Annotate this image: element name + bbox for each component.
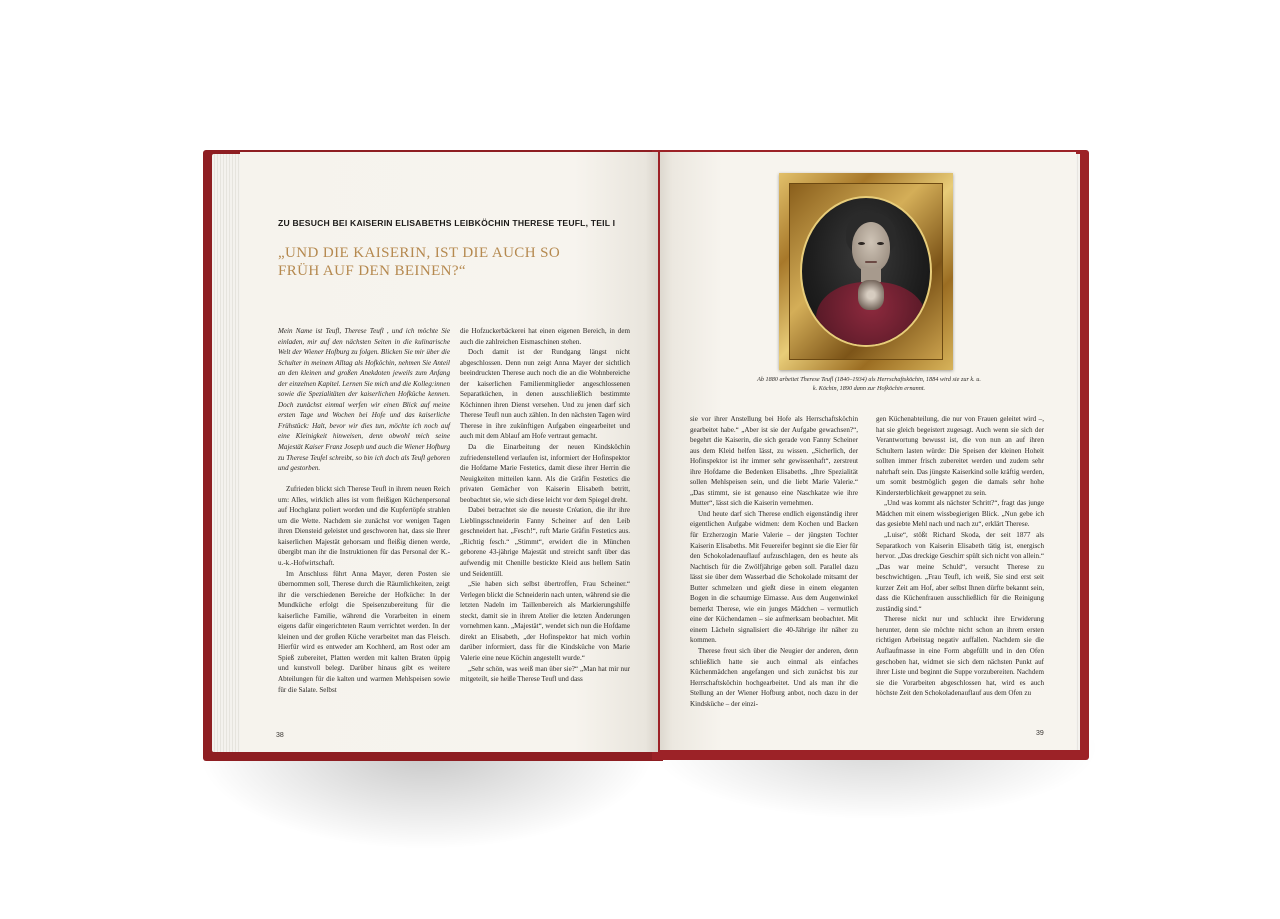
body-paragraph: gen Küchenabteilung, die nur von Frauen geleitet wird –, hat sie gleich begeistert zugesagt. Auch wenn sie sich der Verantwortung bewusst ist, die von nun an auf ihren Schultern lasten würde: Die Speisen der kleinen Hoheit sollten immer frisch zubereitet werden und zudem sehr nahrhaft sein. Das jüngste Kaiserkind solle kräftig werden, um somit bestmöglich gegen die damals sehr hohe Kindersterblichkeit gewappnet zu sein. [876, 415, 1044, 497]
body-paragraph: Zufrieden blickt sich Therese Teufl in ihrem neuen Reich um: Alles, wirklich alles ist vom fleißigen Küchenpersonal auf Hochglanz poliert worden und die Kupfertöpfe strahlen um die Wette. Nachdem sie zunächst vor wenigen Tagen ihren Diensteid geleistet und geschworen hat, dass sie Ihrer kaiserlichen Majestät gehorsam und fleißig dienen werde, übergibt man ihr die Instruktionen für das Personal der K.-u.-k.-Hofwirtschaft. [278, 485, 450, 567]
body-paragraph: Doch damit ist der Rundgang längst nicht abgeschlossen. Denn nun zeigt Anna Mayer der sichtlich beeindruckten Therese auch noch die an die Wohnbereiche der kaiserlichen Familienmitglieder angeschlossenen Separatküchen, in denen ausschließlich bestimmte Köchinnen ihren Dienst versehen. Und zu jenen darf sich Therese Teufl nun auch zählen. In den nächsten Tagen wird Therese in ihre zukünftigen Aufgaben eingearbeitet und auch mit dem Ablauf am Hofe vertraut gemacht. [460, 348, 630, 441]
body-paragraph: die Hofzuckerbäckerei hat einen eigenen Bereich, in dem auch die zahlreichen Eismaschinen stehen. [460, 327, 630, 346]
body-paragraph: Therese freut sich über die Neugier der anderen, denn schließlich hatte sie auch einmal als einfaches Küchenmädchen angefangen und sich zunächst bis zur Herrschaftsköchin hochgearbeitet. Und als man ihr die Stellung an der Wiener Hofburg anbot, noch dazu in der Kindsküche – der einzi- [690, 647, 858, 708]
body-paragraph: „Sehr schön, was weiß man über sie?“ „Man hat mir nur mitgeteilt, sie heiße Therese Teufl und dass [460, 664, 630, 684]
right-column-2 [876, 414, 1044, 699]
body-paragraph: „Luise“, stößt Richard Skoda, der seit 1877 als Separatkoch von Kaiserin Elisabeth tätig ist, energisch hervor. „Das dreckige Geschirr spült sich nicht von allein.“ „Das war meine Schuld“, versucht Therese zu beschwichtigen. „Frau Teufl, ich weiß, Sie sind erst seit kurzer Zeit am Hof, aber selbst Ihnen dürfte bekannt sein, dass die Küchenfrauen ausschließlich für die Reinigung zuständig sind.“ [876, 531, 1044, 613]
left-page [240, 152, 658, 752]
portrait-collar [858, 280, 884, 310]
portrait-mouth [865, 261, 877, 263]
frame-inner [789, 183, 943, 360]
portrait-frame [779, 173, 953, 370]
chapter-title: „UND DIE KAISERIN, IST DIE AUCH SO FRÜH AUF DEN BEINEN?“ [278, 245, 561, 279]
portrait-caption: Ab 1880 arbeitet Therese Teufl (1840–1934) als Herrschaftsköchin, 1884 wird sie zur k. u. k. Köchin, 1890 dann zur Hofköchin ernannt. [757, 376, 981, 392]
intro-paragraph: Mein Name ist Teufl, Therese Teufl , und ich möchte Sie einladen, mir auf den nächsten Seiten in die kulinarische Welt der Wiener Hofburg zu folgen. Blicken Sie mir über die Schulter in meinem Alltag als Hofköchin, nehmen Sie Anteil an den kleinen und großen Anekdoten jeweils zum Anfang der einzelnen Kapitel. Lernen Sie mich und die Kolleg:innen sowie die Spezialitäten der kaiserlichen Hofküche kennen. Doch zunächst einmal werfen wir einen Blick auf meine ersten Tage und Wochen bei Hofe und das kaiserliche Frühstück: Halt, bevor wir dies tun, möchte ich noch auf eine Kleinigkeit hinweisen, denn obwohl mich seine Majestät Kaiser Franz Joseph und auch die Wiener Hofburg zu Therese Teufel schreibt, so bin ich doch als Teufl geboren und gestorben. [278, 327, 450, 473]
running-header: ZU BESUCH BEI KAISERIN ELISABETHS LEIBKÖCHIN THERESE TEUFL, TEIL I [278, 218, 616, 228]
portrait-eye [858, 242, 865, 245]
body-paragraph: Therese nickt nur und schluckt ihre Erwiderung herunter, denn sie möchte nicht schon an ihrem ersten richtigen Arbeitstag negativ auffallen. Nachdem sie die Auflaufmasse in eine Form abgefüllt und in den Ofen geschoben hat, widmet sie sich dem nächsten Punkt auf ihrer Liste und beginnt die Suppe vorzubereiten. Nachdem sie die Vorarbeiten abgeschlossen hat, wird es auch höchste Zeit den Schokoladenauflauf aus dem Ofen zu [876, 615, 1044, 698]
page-number-right: 39 [1036, 730, 1044, 737]
right-column-1 [690, 414, 858, 709]
left-column-1 [278, 326, 450, 695]
portrait-image [800, 196, 932, 347]
body-paragraph: Im Anschluss führt Anna Mayer, deren Posten sie übernommen soll, Therese durch die Räumlichkeiten, zeigt ihr die verschiedenen Bereiche der Hofküche: In der Mundküche erfolgt die Speisenzubereitung für die kaiserliche Familie, während die Vorarbeiten in einem eigens dafür eingerichteten Raum verrichtet werden. In der kleinen und der großen Küche verarbeitet man das Fleisch. Hierfür wird es entweder am Kochherd, am Rost oder am Spieß zubereitet, Platten werden mit kalten Braten üppig und kunstvoll belegt. Darüber hinaus gibt es weitere Abteilungen für die kalten und warmen Mehlspeisen sowie für die Salate. Selbst [278, 569, 450, 694]
body-paragraph: „Sie haben sich selbst übertroffen, Frau Scheiner.“ Verlegen blickt die Schneiderin nach unten, während sie die letzten Nadeln im Taillenbereich als Markierungshilfe steckt, damit sie in ihrem Atelier die letzten Änderungen vornehmen kann. „Majestät“, wendet sich nun die Hofdame direkt an Elisabeth, „der Hofinspektor hat mich vorhin darüber informiert, dass für die Kindsküche von Marie Valerie eine neue Köchin angestellt wurde.“ [460, 580, 630, 662]
body-paragraph: Dabei betrachtet sie die neueste Création, die ihr ihre Lieblingsschneiderin Fanny Scheiner auf den Leib geschneidert hat. „Fesch!“, ruft Marie Gräfin Festetics aus. „Richtig fesch.“ „Stimmt“, erwidert die in München geborene 43-jährige Majestät und streicht sanft über das aufwendig mit Chenille bestickte Kleid aus hellem Satin und Seidentüll. [460, 506, 630, 578]
portrait-eye [877, 242, 884, 245]
left-column-2 [460, 326, 630, 685]
portrait-face [852, 222, 890, 272]
body-paragraph: Und heute darf sich Therese endlich eigenständig ihrer eigentlichen Aufgabe widmen: dem Kochen und Backen für Erzherzogin Marie Valerie – der jüngsten Tochter Kaiserin Elisabeths. Mit Feuereifer beginnt sie die Eier für den Schokoladenauflauf aufzuschlagen, den es heute als Nachtisch für die Zwölfjährige geben soll. Parallel dazu lässt sie über dem Wasserbad die Schokolade mitsamt der Butter schmelzen und gießt diese in einem eleganten Bogen in die schaumige Eimasse. Aus dem Augenwinkel bemerkt Therese, wie ein junges Mädchen – vermutlich eine der Küchendamen – sie aufmerksam beobachtet. Mit einem Lächeln signalisiert die 40-Jährige ihr näher zu kommen. [690, 509, 858, 645]
body-paragraph: sie vor ihrer Anstellung bei Hofe als Herrschaftsköchin gearbeitet habe.“ „Aber ist sie der Aufgabe gewachsen?“, begehrt die Kaiserin, die sich gerade von Fanny Scheiner aus dem Kleid helfen lässt, zu wissen. „Sicherlich, der Hofinspektor ist ihr immer sehr gewissenhaft“, zerstreut ihre Hofdame die Bedenken Elisabeths. „Ihre Spezialität sollen Mehlspeisen sein, und die liebt Marie Valerie.“ „Das stimmt, sie ist genauso eine Naschkatze wie ihre Mutter“, lässt sich die Kaiserin vernehmen. [690, 415, 858, 508]
body-paragraph: Da die Einarbeitung der neuen Kindsköchin zufriedenstellend verlaufen ist, informiert der Hofinspektor die Hofdame Marie Festetics, damit diese ihrer Herrin die Neuigkeiten mitteilen kann. Als die Gräfin Festetics die privaten Gemächer von Kaiserin Elisabeth betritt, beobachtet sie, wie sich diese leicht vor dem Spiegel dreht. [460, 443, 630, 504]
body-paragraph: „Und was kommt als nächster Schritt?“, fragt das junge Mädchen mit einem wissbegierigen Blick. „Nun gebe ich das gesiebte Mehl nach und nach zu“, erklärt Therese. [876, 499, 1044, 529]
right-page [660, 152, 1076, 750]
page-number-left: 38 [276, 732, 284, 739]
